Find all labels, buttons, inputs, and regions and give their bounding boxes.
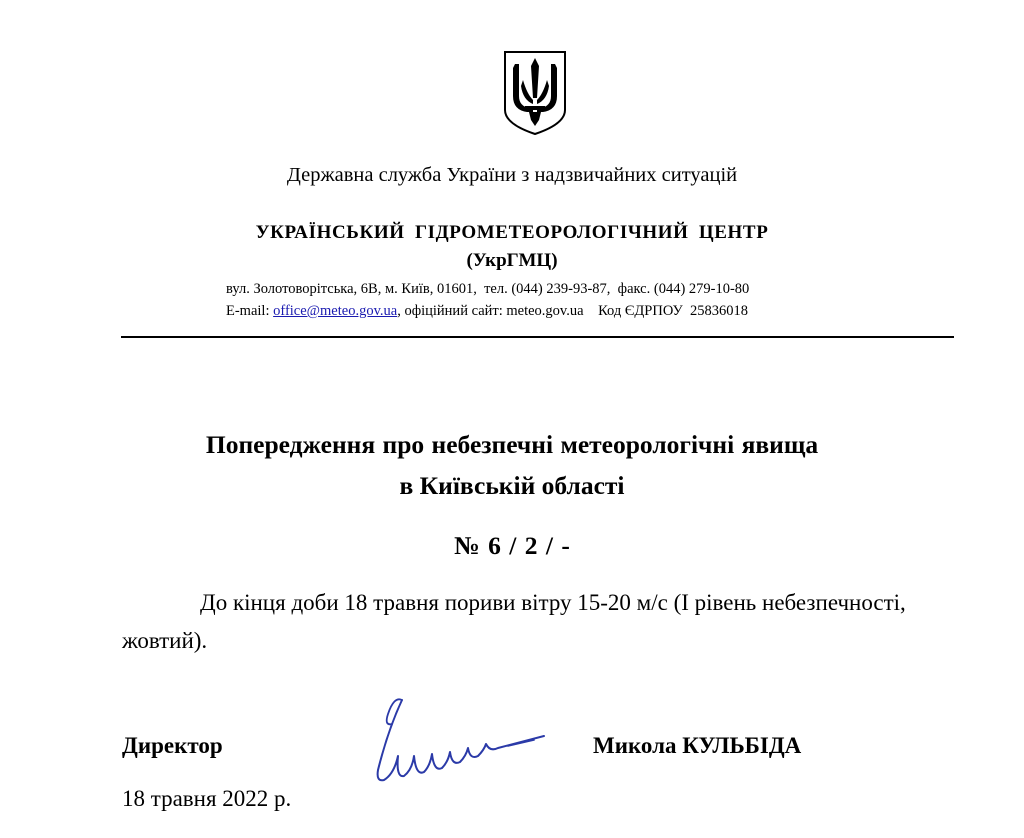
signer-name: Микола КУЛЬБІДА [593,733,802,758]
address: вул. Золотоворітська, 6В, м. Київ, 01601, [226,281,477,297]
edrpou-code: Код ЄДРПОУ 25836018 [598,303,749,319]
signer-title: Директор [122,733,223,758]
document-title-line-2: в Київській області [399,471,625,500]
handwritten-signature-icon [358,690,548,800]
trident-emblem-icon [503,50,567,136]
phone: тел. (044) 239-93-87, [484,281,611,297]
contact-email-line [226,303,748,320]
warning-body-text: До кінця доби 18 травня пориви вітру 15-20 м/с (І рівень небезпечності, жовтий). [122,590,906,653]
document-number: № 6 / 2 / - [454,531,570,560]
fax: факс. (044) 279-10-80 [617,281,750,297]
header-divider [121,336,954,338]
agency-name: Державна служба України з надзвичайних ситуацій [286,164,738,186]
document-date: 18 травня 2022 р. [122,786,292,811]
email-link[interactable]: office@meteo.gov.ua [273,303,398,319]
organization-abbreviation: (УкрГМЦ) [466,250,558,271]
email-label: E-mail: [226,303,270,319]
website: , офіційний сайт: meteo.gov.ua [397,303,584,319]
contact-address-line [226,281,749,298]
document-title-line-1: Попередження про небезпечні метеорологічні явища [205,430,819,459]
organization-name: УКРАЇНСЬКИЙ ГІДРОМЕТЕОРОЛОГІЧНИЙ ЦЕНТР [255,222,769,243]
